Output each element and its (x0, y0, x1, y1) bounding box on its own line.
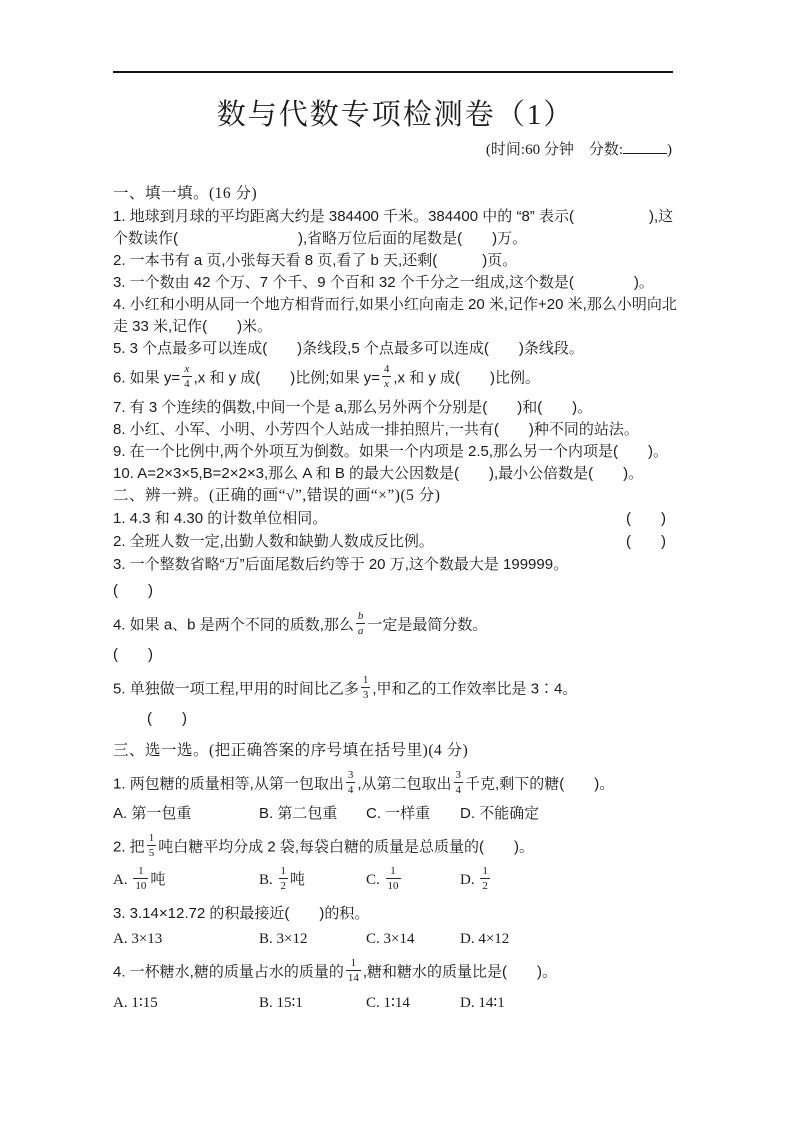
question-text: 4. 一杯糖水,糖的质量占水的质量的 (113, 963, 344, 981)
s3-q2-block (113, 834, 678, 894)
option-b: B. 3×12 (259, 931, 308, 947)
question-text: 4. 如果 a、b 是两个不同的质数,那么 (113, 616, 354, 634)
option-d: D. 4×12 (460, 931, 510, 947)
section-fill-in (113, 183, 678, 485)
option-c: C. 一样重 (366, 805, 431, 822)
option-label: D. (460, 871, 479, 888)
fraction (346, 957, 361, 984)
numerator: 3 (455, 769, 462, 781)
option-label: B. (259, 871, 277, 888)
s2-q2 (113, 531, 678, 553)
denominator: a (357, 625, 364, 637)
fraction (356, 610, 366, 637)
question-text: ,x 和 y 成( )比例。 (393, 369, 541, 387)
s1-q10: 10. A=2×3×5,B=2×2×3,那么 A 和 B 的最大公因数是( ),最小公倍数是( )。 (113, 465, 644, 482)
question-text: 吨白糖平均分成 2 袋,每袋白糖的质量是总质量的( )。 (158, 838, 535, 856)
s3-q3: 3. 3.14×12.72 的积最接近( )的积。 (113, 905, 370, 922)
fraction (147, 832, 157, 859)
denominator: x (384, 378, 390, 390)
fraction (346, 769, 356, 796)
option-d (460, 867, 678, 894)
denominator: 14 (347, 972, 359, 984)
score-blank (623, 139, 667, 154)
fraction (361, 674, 371, 701)
s1-q9: 9. 在一个比例中,两个外项互为倒数。如果一个内项是 2.5,那么另一个内项是( )。 (113, 443, 669, 460)
s3-q2-options (113, 867, 678, 894)
question-text: ,糖和糖水的质量比是( )。 (362, 963, 558, 981)
question-text: 1. 两包糖的质量相等,从第一包取出 (113, 775, 344, 793)
option-b: B. 15∶1 (259, 995, 303, 1011)
fraction (386, 865, 401, 892)
denominator: 4 (347, 784, 354, 796)
question-text: ,甲和乙的工作效率比是 3∶4。 (372, 680, 578, 698)
s3-q4 (113, 959, 678, 986)
numerator: 1 (386, 865, 401, 879)
section1-heading: 一、填一填。(16 分) (113, 185, 258, 202)
question-text: ,从第二包取出 (357, 775, 452, 793)
denominator: 5 (148, 847, 155, 859)
s1-q5: 5. 3 个点最多可以连成( )条线段,5 个点最多可以连成( )条线段。 (113, 340, 584, 357)
option-c: C. 3×14 (366, 931, 415, 947)
question-text: 5. 单独做一项工程,甲用的时间比乙多 (113, 680, 359, 698)
s2-q1 (113, 508, 678, 530)
meta-suffix: ) (667, 142, 672, 158)
s1-q1: 1. 地球到月球的平均距离大约是 384400 千米。384400 中的 “8” 表示( ),这个数读作( ),省略万位后面的尾数是( )万。 (113, 208, 674, 247)
page-title: 数与代数专项检测卷（1） (216, 99, 575, 131)
option-unit: 吨 (150, 871, 166, 888)
s3-q2 (113, 834, 678, 861)
s1-q7: 7. 有 3 个连续的偶数,中间一个是 a,那么另外两个分别是( )和( )。 (113, 399, 593, 416)
denominator: 3 (362, 689, 369, 701)
denominator: 2 (482, 880, 488, 892)
fraction (182, 363, 192, 390)
question-text: ,x 和 y 成( )比例;如果 y= (193, 369, 380, 387)
s2-q3: 3. 一个整数省略“万”后面尾数后约等于 20 万,这个数最大是 199999。 (113, 556, 569, 573)
option-b: B. 第二包重 (259, 805, 338, 822)
numerator: 3 (347, 769, 354, 781)
question-text: 6. 如果 y= (113, 369, 181, 387)
s1-q8: 8. 小红、小军、小明、小芳四个人站成一排拍照片,一共有( )种不同的站法。 (113, 421, 639, 438)
option-d: D. 不能确定 (460, 805, 540, 822)
option-d: D. 14∶1 (460, 995, 505, 1011)
question-text: 一定是最简分数。 (367, 616, 488, 634)
denominator: 10 (387, 880, 399, 892)
section2-heading: 二、辨一辨。(正确的画“√”,错误的画“×”)(5 分) (113, 487, 441, 504)
denominator: 10 (135, 880, 147, 892)
option-c (366, 867, 460, 894)
fraction (382, 363, 392, 390)
header-rule (113, 71, 673, 73)
numerator: 1 (133, 865, 148, 879)
fraction (454, 769, 464, 796)
numerator: b (357, 610, 364, 622)
s3-q3-block (113, 903, 678, 950)
section3-heading: 三、选一选。(把正确答案的序号填在括号里)(4 分) (113, 742, 469, 759)
s3-q4-options (113, 992, 678, 1014)
s2-q5-bracket: ( ) (147, 710, 187, 727)
s2-q4 (113, 612, 678, 639)
s1-q2: 2. 一本书有 a 页,小张每天看 8 页,看了 b 天,还剩( )页。 (113, 252, 518, 269)
numerator: 4 (383, 363, 390, 375)
meta-time-label: (时间:60 分钟 分数: (485, 142, 623, 158)
denominator: 4 (184, 378, 190, 390)
numerator: x (182, 363, 192, 377)
numerator: 1 (148, 832, 155, 844)
numerator: 1 (346, 957, 361, 971)
fraction (480, 865, 490, 892)
option-label: C. (366, 871, 384, 888)
numerator: 1 (482, 865, 488, 877)
option-a (113, 867, 259, 894)
option-b (259, 867, 366, 894)
s2-q5 (113, 676, 678, 703)
numerator: 1 (362, 674, 369, 686)
s3-q1 (113, 771, 678, 798)
s2-q3-bracket: ( ) (113, 582, 153, 599)
s1-q3: 3. 一个数由 42 个万、7 个千、9 个百和 32 个千分之一组成,这个数是( )。 (113, 274, 654, 291)
answer-bracket: ( ) (626, 510, 666, 527)
question-text: 千克,剩下的糖( )。 (465, 775, 615, 793)
option-c: C. 1∶14 (366, 995, 410, 1011)
fraction (133, 865, 148, 892)
option-a: A. 1∶15 (113, 995, 158, 1011)
denominator: 4 (455, 784, 462, 796)
section-true-false (113, 485, 678, 730)
option-unit: 吨 (290, 871, 306, 888)
s3-q4-block (113, 959, 678, 1014)
question-text: 1. 4.3 和 4.30 的计数单位相同。 (113, 510, 328, 527)
s1-q6 (113, 365, 678, 392)
answer-bracket: ( ) (626, 533, 666, 550)
s2-q4-bracket: ( ) (113, 646, 153, 663)
s3-q1-block (113, 771, 678, 825)
denominator: 2 (280, 880, 287, 892)
s1-q4: 4. 小红和小明从同一个地方相背而行,如果小红向南走 20 米,记作+20 米,那么小明向北走 33 米,记作( )米。 (113, 296, 677, 335)
section-multiple-choice (113, 740, 678, 1014)
numerator: 1 (280, 865, 287, 877)
question-text: 2. 全班人数一定,出勤人数和缺勤人数成反比例。 (113, 533, 434, 550)
s3-q3-options (113, 928, 678, 950)
exam-meta (113, 139, 678, 161)
option-a: A. 3×13 (113, 931, 163, 947)
question-text: 2. 把 (113, 838, 145, 856)
fraction (279, 865, 289, 892)
s3-q1-options (113, 803, 678, 825)
option-a: A. 第一包重 (113, 805, 192, 822)
option-label: A. (113, 871, 132, 888)
